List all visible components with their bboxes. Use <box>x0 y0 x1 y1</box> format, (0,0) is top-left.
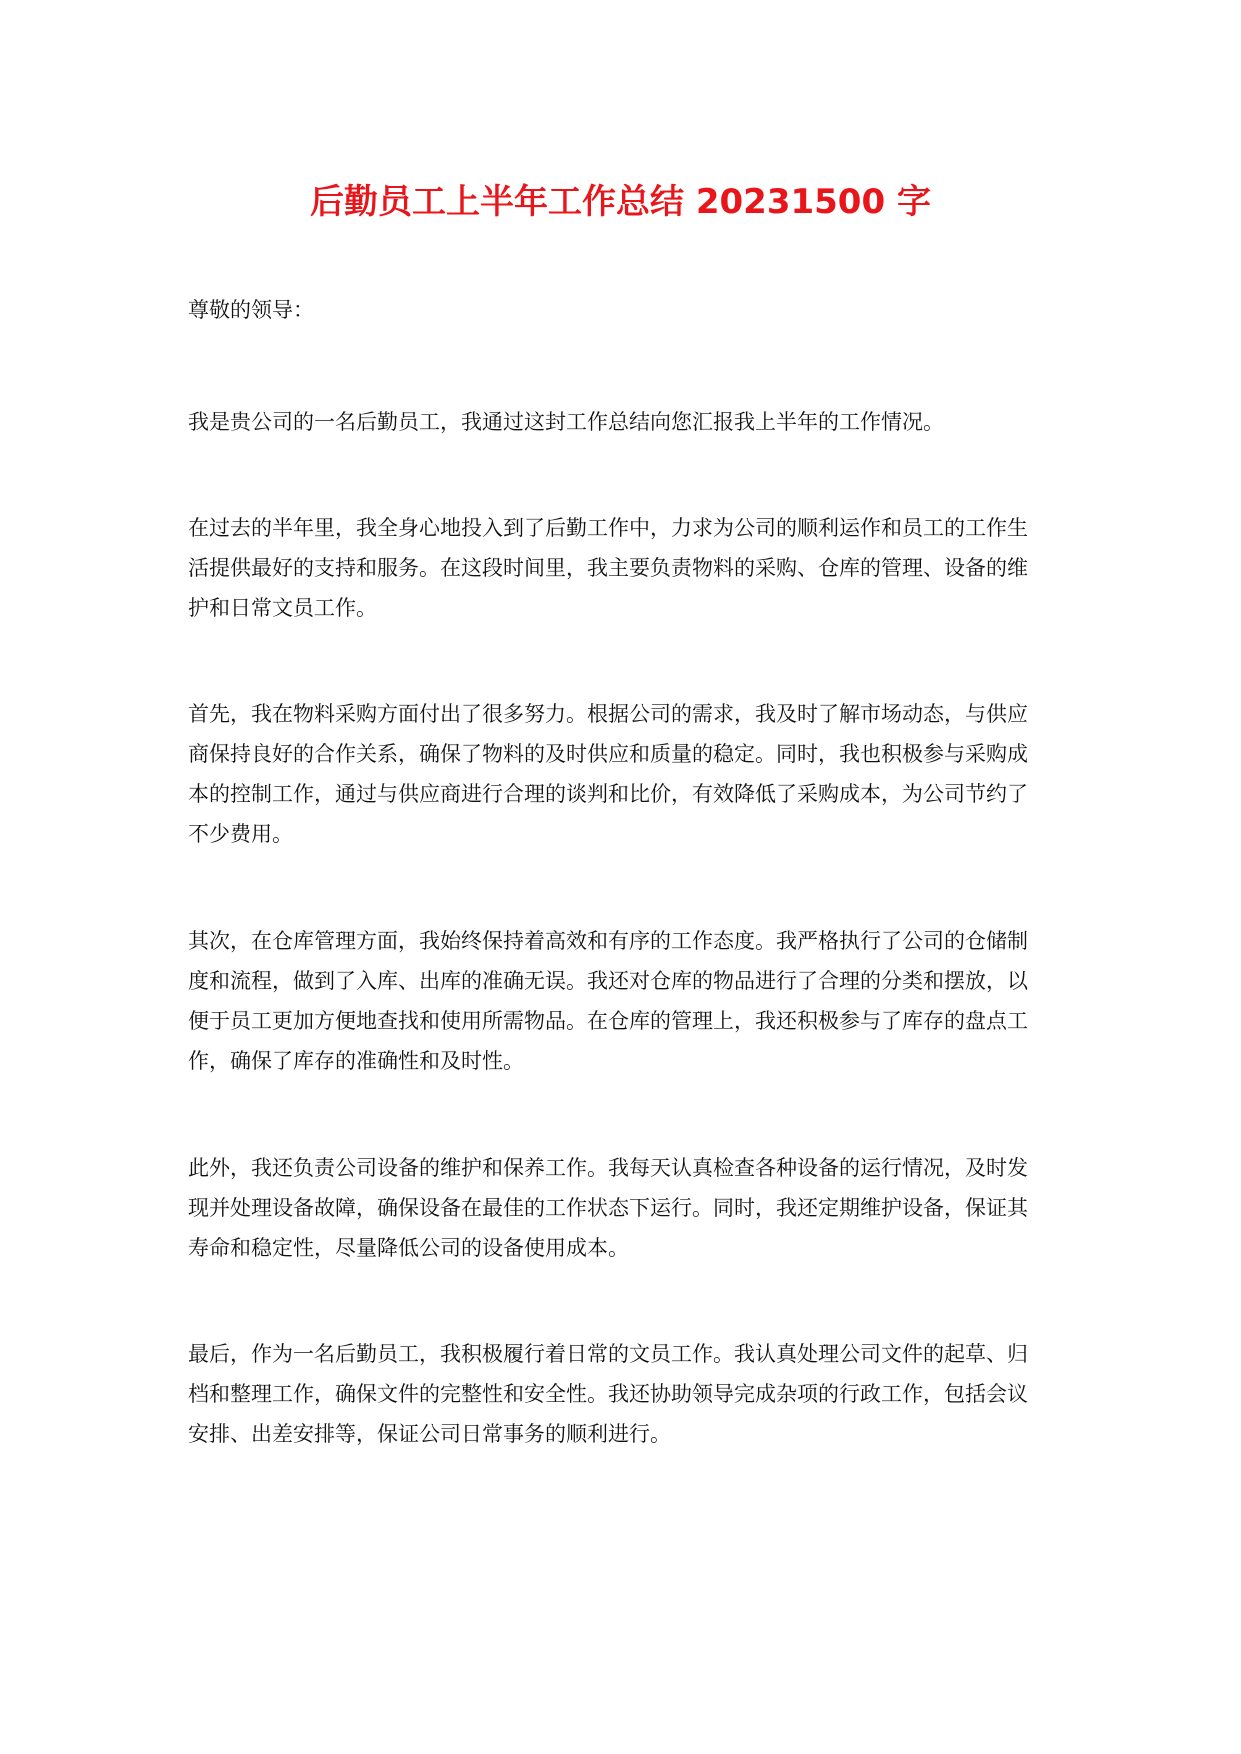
paragraph-clerical: 最后，作为一名后勤员工，我积极履行着日常的文员工作。我认真处理公司文件的起草、归档和整理工作，确保文件的完整性和安全性。我还协助领导完成杂项的行政工作，包括会议安排、出差安排等，保证公司日常事务的顺利进行。 <box>188 1342 1028 1446</box>
paragraph-equipment: 此外，我还负责公司设备的维护和保养工作。我每天认真检查各种设备的运行情况，及时发现并处理设备故障，确保设备在最佳的工作状态下运行。同时，我还定期维护设备，保证其寿命和稳定性，尽量降低公司的设备使用成本。 <box>188 1156 1028 1260</box>
paragraph-overview: 在过去的半年里，我全身心地投入到了后勤工作中，力求为公司的顺利运作和员工的工作生活提供最好的支持和服务。在这段时间里，我主要负责物料的采购、仓库的管理、设备的维护和日常文员工作。 <box>188 516 1028 620</box>
salutation: 尊敬的领导： <box>188 298 314 322</box>
paragraph-warehouse: 其次，在仓库管理方面，我始终保持着高效和有序的工作态度。我严格执行了公司的仓储制度和流程，做到了入库、出库的准确无误。我还对仓库的物品进行了合理的分类和摆放，以便于员工更加方便地查找和使用所需物品。在仓库的管理上，我还积极参与了库存的盘点工作，确保了库存的准确性和及时性。 <box>188 929 1028 1073</box>
paragraph-procurement: 首先，我在物料采购方面付出了很多努力。根据公司的需求，我及时了解市场动态，与供应商保持良好的合作关系，确保了物料的及时供应和质量的稳定。同时，我也积极参与采购成本的控制工作，通过与供应商进行合理的谈判和比价，有效降低了采购成本，为公司节约了不少费用。 <box>188 702 1028 846</box>
document-title: 后勤员工上半年工作总结 20231500 字 <box>310 182 931 222</box>
paragraph-intro: 我是贵公司的一名后勤员工，我通过这封工作总结向您汇报我上半年的工作情况。 <box>188 410 944 434</box>
